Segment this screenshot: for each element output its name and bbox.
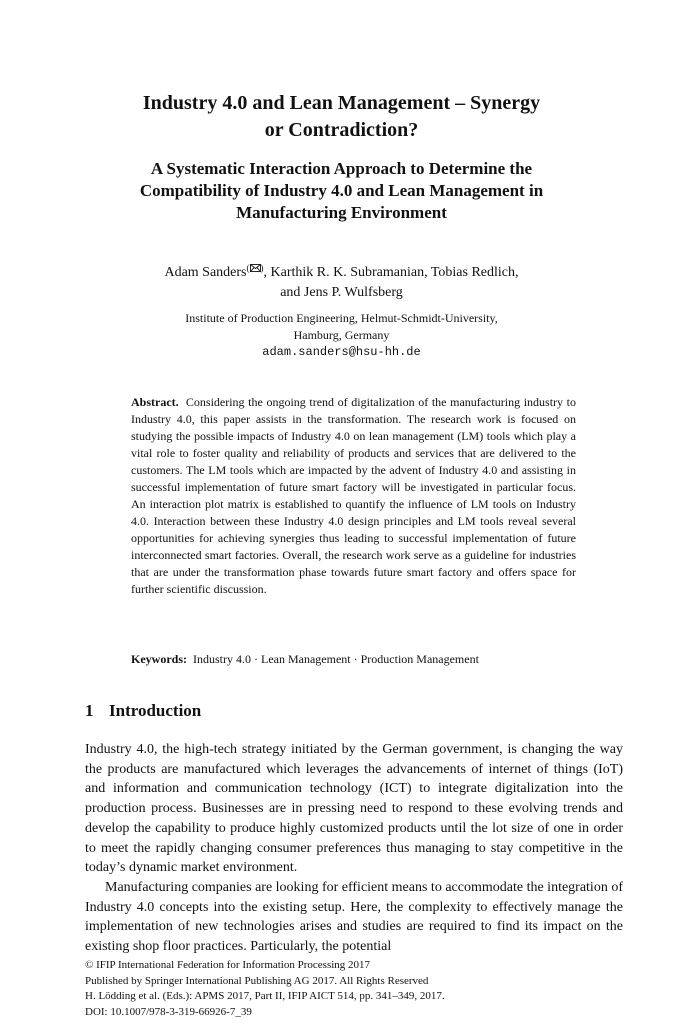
abstract	[131, 394, 576, 598]
footer-line-3: H. Lödding et al. (Eds.): APMS 2017, Part II, IFIP AICT 514, pp. 341–349, 2017.	[85, 990, 445, 1002]
first-author: Adam Sanders	[164, 265, 247, 280]
section-title: Introduction	[109, 701, 202, 720]
section-number: 1	[85, 701, 94, 720]
body-paragraph-2: Manufacturing companies are looking for efficient means to accommodate the integration of Industry 4.0 concepts into the existing setup. Here, the complexity to effectively manage the implementation of new technologies arises and studies are required to find its impact on the existing shop floor practices. Particularly, the potential	[85, 879, 623, 955]
abstract-paragraph	[131, 394, 576, 598]
paper-subtitle	[80, 158, 603, 224]
body-text	[85, 740, 623, 957]
keywords-text: Industry 4.0 · Lean Management · Production Management	[193, 652, 479, 666]
section-heading	[85, 700, 201, 722]
abstract-label: Abstract.	[131, 395, 179, 409]
copyright-footer	[85, 958, 623, 1020]
keywords-label: Keywords:	[131, 652, 187, 666]
authors-line-1	[80, 258, 603, 283]
subtitle-line-3: Manufacturing Environment	[236, 203, 447, 222]
authors-line-2: and Jens P. Wulfsberg	[280, 285, 403, 300]
corresponding-author-mark: ( )	[246, 263, 264, 273]
abstract-text: Considering the ongoing trend of digitalization of the manufacturing industry to Industry 4.0, this paper assists in the transformation. The research work is focused on studying the possible impacts of Industry 4.0 on lean management (LM) tools which play a vital role to foster quality and reliability of products and services that are delivered to the customers. The LM tools which are impacted by the advent of Industry 4.0 and assisting in successful implementation of future smart factory will be investigated in particular focus. An interaction plot matrix is established to quantify the influence of LM tools on Industry 4.0. Interaction between these Industry 4.0 design principles and LM tools reveal several opportunities for achieving synergies thus leading to successful implementation of future interconnected smart factories. Overall, the research work serve as a guideline for industries that are under the transformation phase towards future smart factory and offers space for further scientific discussion.	[131, 395, 576, 596]
author-email[interactable]: adam.sanders@hsu-hh.de	[262, 345, 421, 359]
subtitle-line-1: A Systematic Interaction Approach to Determine the	[150, 159, 533, 178]
footer-doi[interactable]: DOI: 10.1007/978-3-319-66926-7_39	[85, 1005, 252, 1018]
paper-title	[80, 90, 603, 144]
envelope-icon	[250, 264, 261, 272]
subtitle-line-2: Compatibility of Industry 4.0 and Lean Management in	[139, 181, 544, 200]
footer-line-1: © IFIP International Federation for Information Processing 2017	[85, 959, 371, 971]
affiliation-line-1: Institute of Production Engineering, Helmut-Schmidt-University,	[185, 311, 498, 325]
other-authors: , Karthik R. K. Subramanian, Tobias Redlich,	[263, 265, 519, 280]
footer-line-2: Published by Springer International Publishing AG 2017. All Rights Reserved	[85, 974, 429, 987]
affiliation	[80, 310, 603, 361]
body-paragraph-1: Industry 4.0, the high-tech strategy initiated by the German government, is changing the way the products are manufactured which leverages the advancements of internet of things (IoT) and information and communication technology (ICT) to integrate digitalization into the production process. Businesses are in pressing need to respond to these evolving trends and develop the capability to produce highly customized products until the lot size of one in order to meet the rapidly changing consumer preferences thus managing to stay competitive in the today’s dynamic market environment.	[85, 742, 623, 876]
title-line-2: or Contradiction?	[264, 119, 419, 141]
author-list	[80, 258, 603, 303]
keywords	[131, 651, 576, 668]
affiliation-line-2: Hamburg, Germany	[293, 328, 390, 342]
title-line-1: Industry 4.0 and Lean Management – Synergy	[142, 92, 541, 114]
